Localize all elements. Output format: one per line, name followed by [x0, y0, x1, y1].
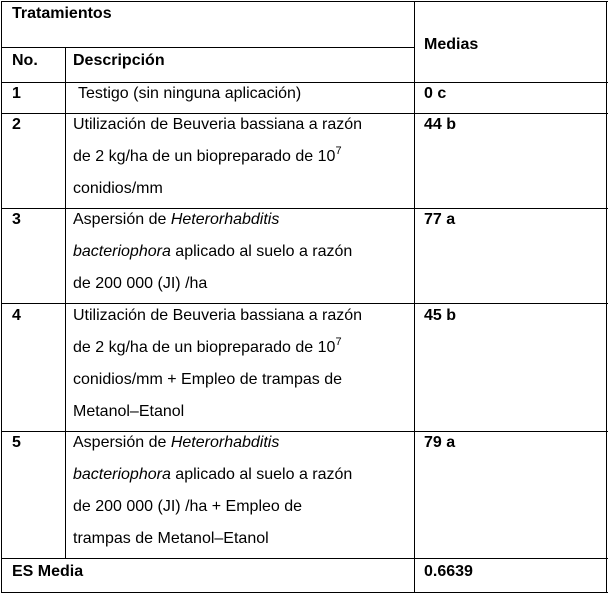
row-5-line-1: Aspersión de Heterorhabditis	[73, 434, 280, 451]
row-2-line-1: Utilización de Beuveria bassiana a razón	[73, 116, 363, 133]
row-5-line-4: trampas de Metanol–Etanol	[73, 530, 269, 547]
row-5-italic-genus: Heterorhabditis	[170, 434, 280, 451]
number-column-divider	[65, 47, 66, 559]
standard-error-label: ES Media	[12, 563, 84, 580]
row-2-mean: 44 b	[424, 116, 457, 133]
row-3-line-2: bacteriophora aplicado al suelo a razón	[73, 243, 353, 260]
row-4-line-2: de 2 kg/ha de un biopreparado de $10^7$	[73, 335, 342, 356]
row-divider-6	[1, 558, 608, 559]
table-border-bottom	[1, 592, 608, 593]
row-3-italic-species: bacteriophora	[73, 243, 171, 260]
row-5-number: 5	[12, 434, 21, 451]
row-3-line-1: Aspersión de Heterorhabditis	[73, 211, 280, 228]
row-4-line-4: Metanol–Etanol	[73, 403, 185, 420]
standard-error-value: 0.6639	[424, 563, 473, 580]
means-header: Medias	[424, 36, 479, 53]
row-4-line-3: conidios/mm + Empleo de trampas de	[73, 371, 343, 388]
row-3-mean: 77 a	[424, 211, 456, 228]
row-1-mean: 0 c	[424, 85, 447, 102]
number-header: No.	[12, 52, 38, 69]
means-column-divider	[414, 1, 415, 593]
row-5-line-2: bacteriophora aplicado al suelo a razón	[73, 466, 353, 483]
row-2-number: 2	[12, 116, 21, 133]
table-border-left	[1, 1, 2, 593]
row-2-description	[73, 109, 409, 205]
row-5-line-3: de 200 000 (JI) /ha + Empleo de	[73, 498, 303, 515]
header-divider	[1, 47, 415, 48]
row-2-line-2: de 2 kg/ha de un biopreparado de $10^7$	[73, 144, 342, 165]
row-5-description	[73, 427, 409, 555]
row-4-line-1: Utilización de Beuveria bassiana a razón	[73, 307, 363, 324]
row-2-line-3: conidios/mm	[73, 180, 163, 197]
row-4-description	[73, 300, 409, 428]
row-3-italic-genus: Heterorhabditis	[170, 211, 280, 228]
row-3-line-3: de 200 000 (JI) /ha	[73, 275, 208, 292]
row-4-mean: 45 b	[424, 307, 457, 324]
row-3-number: 3	[12, 211, 21, 228]
row-1-number: 1	[12, 85, 21, 102]
description-header: Descripción	[73, 52, 165, 69]
row-4-superscript: 7	[335, 335, 342, 348]
row-3-description	[73, 204, 409, 300]
row-2-superscript: 7	[335, 144, 342, 157]
row-5-italic-species: bacteriophora	[73, 466, 171, 483]
table-border-right	[606, 1, 607, 593]
row-4-number: 4	[12, 307, 21, 324]
row-5-mean: 79 a	[424, 434, 456, 451]
row-1-description: Testigo (sin ninguna aplicación)	[78, 85, 302, 102]
treatments-header: Tratamientos	[12, 5, 112, 22]
